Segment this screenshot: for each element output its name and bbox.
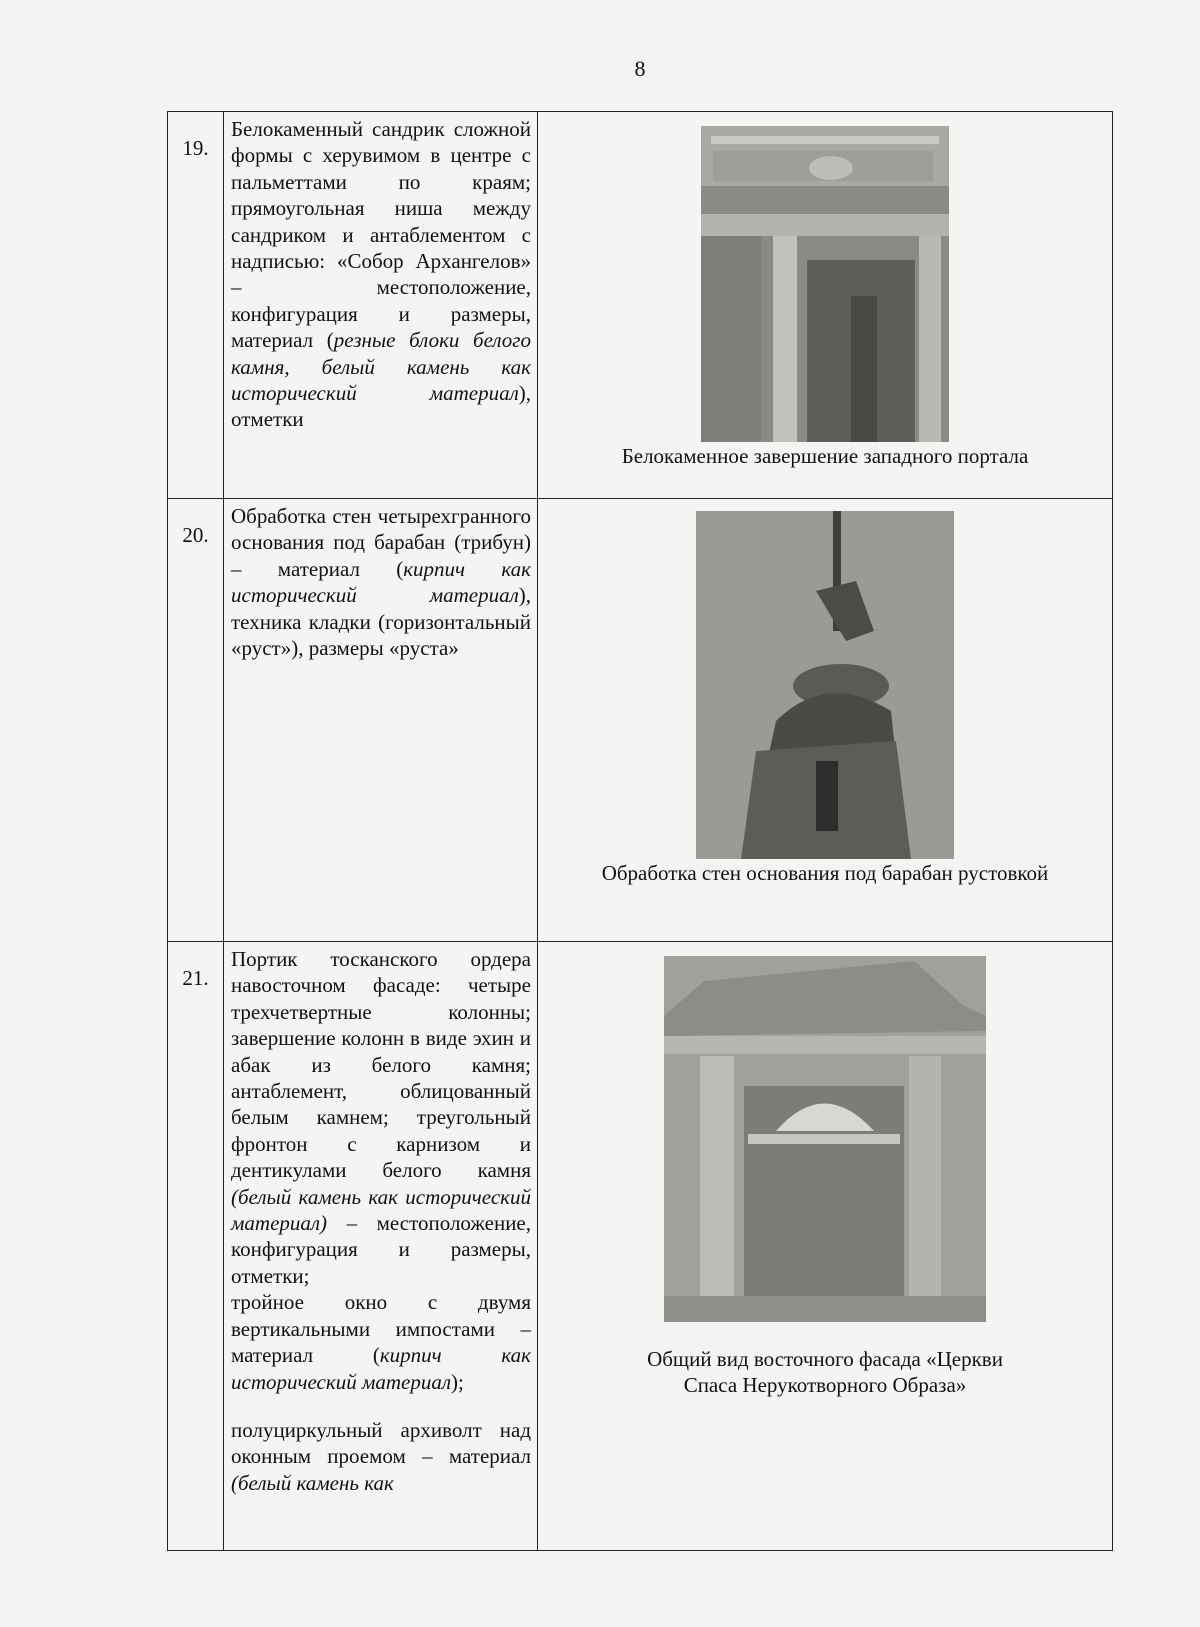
desc-italic: кирпич как исторический материал: [231, 556, 531, 608]
desc-text: Белокаменный сандрик сложной формы с херувимом в центре с пальметтами по краям; прямоугольная ниша между сандриком и антаблементом с надписью: «Собор Архангелов» – местоположение, конфигурация и размеры, материал (: [231, 117, 531, 353]
desc-text: ), техника кладки (горизонтальный «руст»), размеры «руста»: [231, 583, 531, 661]
desc-text: ), отметки: [231, 381, 531, 432]
desc-italic: резные блоки белого камня, белый камень как исторический материал: [231, 328, 531, 406]
photo-caption: Спаса Нерукотворного Образа»: [683, 1373, 967, 1397]
photo-caption: Общий вид восточного фасада «Церкви: [647, 1347, 1003, 1371]
heritage-elements-table: [167, 111, 1113, 1551]
desc-text: );: [451, 1369, 464, 1394]
row-description: [224, 112, 538, 499]
row-number: 21.: [168, 942, 224, 1551]
desc-italic: кирпич как исторический материал: [231, 1343, 532, 1394]
table-row: [168, 942, 1113, 1551]
photo-caption: Обработка стен основания под барабан рустовкой: [601, 861, 1049, 885]
page-number: 8: [634, 56, 646, 81]
drum-base-photo: [696, 511, 954, 859]
row-photo-cell: [538, 942, 1113, 1551]
east-facade-photo: [664, 956, 986, 1322]
desc-text: тройное окно с двумя вертикальными импостами – материал (: [231, 1290, 531, 1368]
desc-text: – местоположение, конфигурация и размеры, отметки;: [231, 1211, 531, 1288]
photo-caption: Белокаменное завершение западного портала: [621, 444, 1029, 468]
desc-italic: (белый камень как исторический материал): [231, 1184, 531, 1236]
table-row: [168, 499, 1113, 942]
row-photo-cell: [538, 499, 1113, 942]
row-number: 20.: [168, 499, 224, 942]
row-number: 19.: [168, 112, 224, 499]
desc-text: Обработка стен четырехгранного основания под барабан (трибун) – материал (: [231, 504, 531, 581]
desc-italic: (белый камень как: [231, 1470, 394, 1495]
table-row: [168, 112, 1113, 499]
row-photo-cell: [538, 112, 1113, 499]
desc-text: Портик тосканского ордера навосточном фасаде: четыре трехчетвертные колонны; завершение колонн в виде эхин и абак из белого камня; антаблемент, облицованный белым камнем; треугольный фронтон с карнизом и дентикулами белого камня: [231, 947, 531, 1183]
desc-text: полуциркульный архиволт над оконным проемом – материал: [231, 1417, 531, 1469]
row-description: [224, 499, 538, 942]
row-description: [224, 942, 538, 1551]
portal-photo: [701, 126, 949, 442]
